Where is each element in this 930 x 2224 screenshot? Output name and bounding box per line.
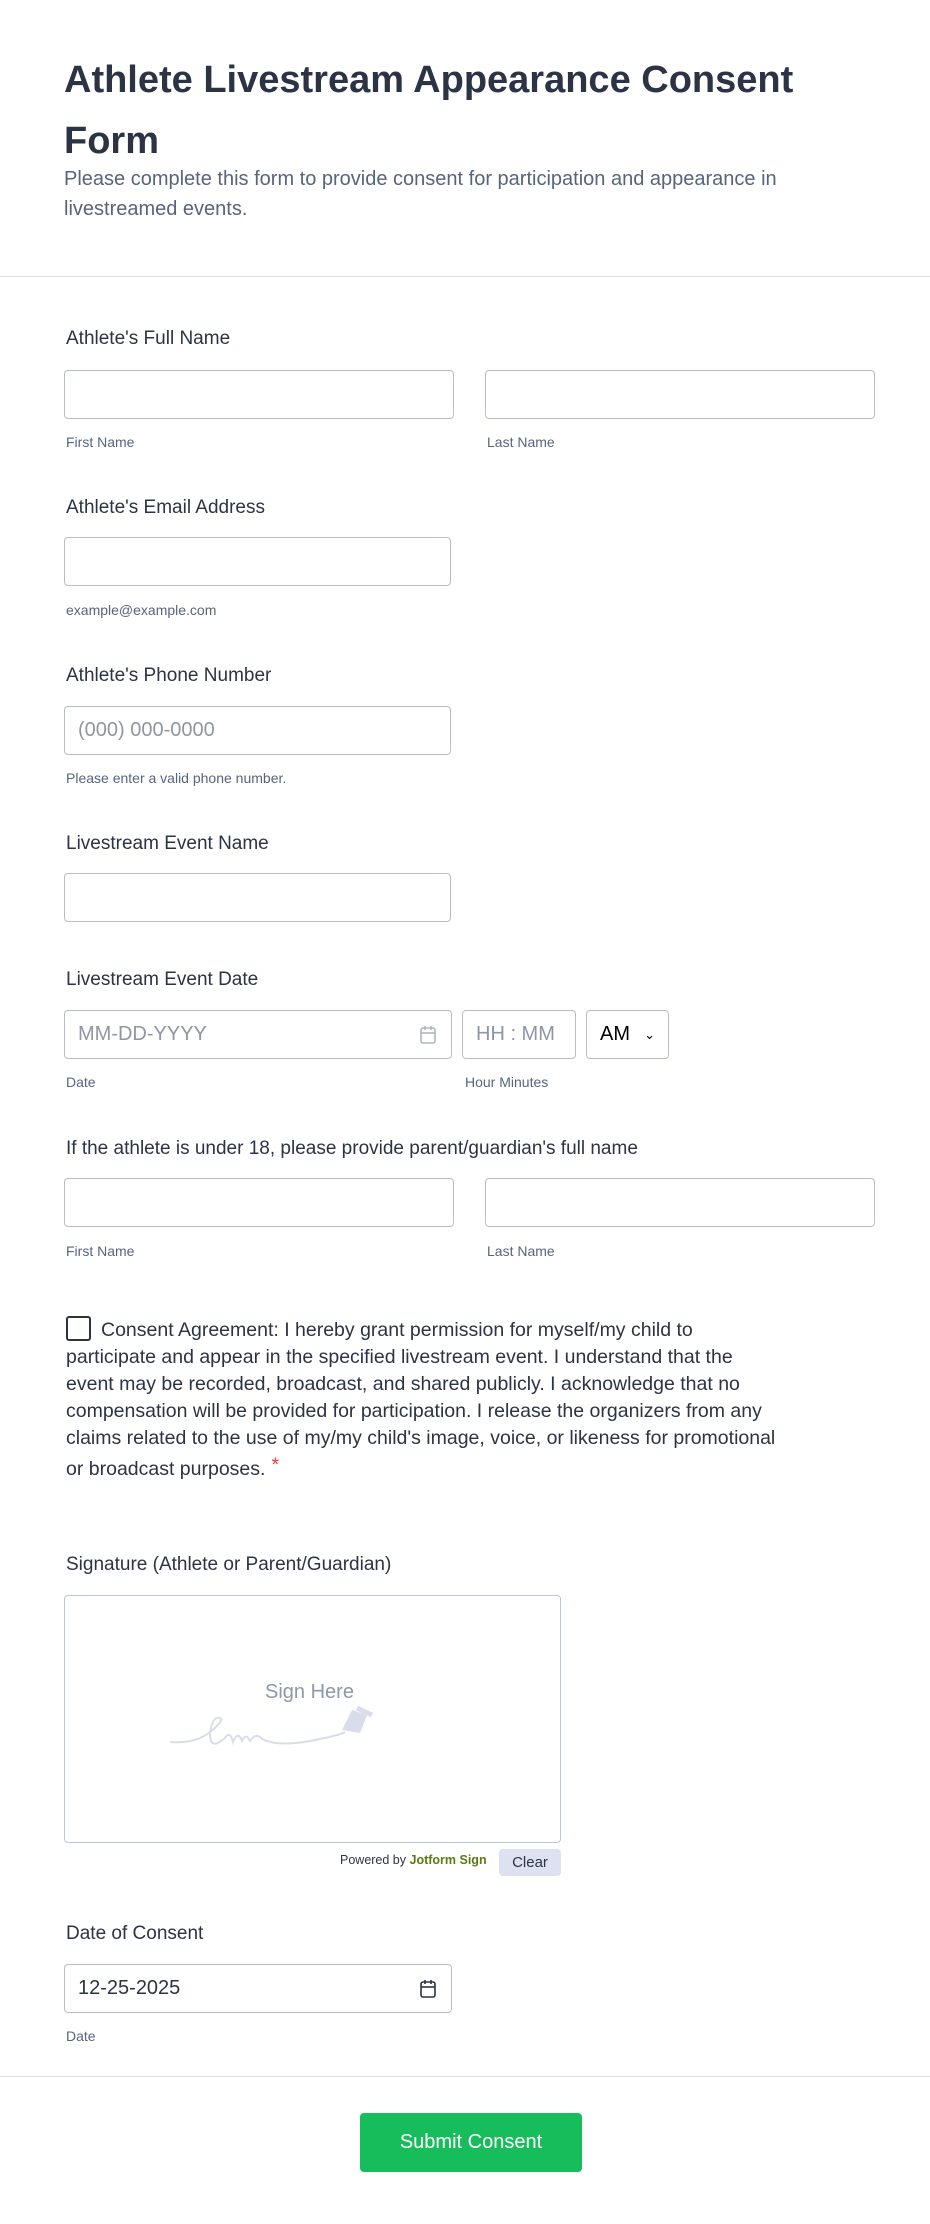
phone-label: Athlete's Phone Number xyxy=(66,665,272,686)
event-time-input[interactable] xyxy=(462,1010,576,1059)
email-input[interactable] xyxy=(64,537,451,586)
consent-agreement xyxy=(66,1316,776,1483)
athlete-first-name-input[interactable] xyxy=(64,370,454,419)
footer-divider xyxy=(0,2076,930,2077)
signature-label: Signature (Athlete or Parent/Guardian) xyxy=(66,1554,392,1575)
email-sublabel: example@example.com xyxy=(66,602,217,618)
clear-signature-button[interactable]: Clear xyxy=(499,1849,561,1876)
ampm-select[interactable] xyxy=(586,1010,669,1059)
guardian-first-sublabel: First Name xyxy=(66,1243,135,1259)
consent-date-sublabel: Date xyxy=(66,2028,96,2044)
guardian-last-sublabel: Last Name xyxy=(487,1243,555,1259)
phone-placeholder: (000) 000-0000 xyxy=(78,719,215,741)
ampm-value: AM xyxy=(600,1023,630,1045)
phone-sublabel: Please enter a valid phone number. xyxy=(66,770,287,786)
full-name-label: Athlete's Full Name xyxy=(66,328,231,349)
required-mark: * xyxy=(271,1454,280,1476)
consent-date-label: Date of Consent xyxy=(66,1923,204,1944)
athlete-last-name-input[interactable] xyxy=(485,370,875,419)
powered-by xyxy=(340,1853,487,1867)
calendar-icon[interactable] xyxy=(419,1979,437,1999)
email-label: Athlete's Email Address xyxy=(66,497,265,518)
signature-pad[interactable] xyxy=(64,1595,561,1843)
time-sublabel: Hour Minutes xyxy=(465,1074,549,1090)
powered-by-text: Powered by xyxy=(340,1853,407,1867)
event-name-label: Livestream Event Name xyxy=(66,833,269,854)
jotform-sign-brand: Jotform Sign xyxy=(409,1853,487,1867)
date-sublabel: Date xyxy=(66,1074,96,1090)
guardian-first-name-input[interactable] xyxy=(64,1178,454,1227)
chevron-down-icon: ⌄ xyxy=(644,1026,655,1042)
sign-here-placeholder: Sign Here xyxy=(265,1681,354,1703)
consent-text: Consent Agreement: I hereby grant permission for myself/my child to participate and appear in the specified livestream event. I understand that the event may be recorded, broadcast, and shared publicly. I acknowledge that no compensation will be provided for participation. I release the organizers from any claims related to the use of my/my child's image, voice, or likeness for promotional or broadcast purposes. xyxy=(66,1319,776,1480)
first-name-sublabel: First Name xyxy=(66,434,135,450)
submit-button[interactable]: Submit Consent xyxy=(360,2113,582,2172)
header-divider xyxy=(0,276,930,277)
date-placeholder: MM-DD-YYYY xyxy=(78,1023,207,1045)
time-placeholder: HH : MM xyxy=(476,1023,555,1045)
consent-date-input[interactable] xyxy=(64,1964,452,2013)
phone-input[interactable] xyxy=(64,706,451,755)
guardian-label: If the athlete is under 18, please provide parent/guardian's full name xyxy=(66,1138,638,1159)
page-title: Athlete Livestream Appearance Consent Form xyxy=(64,59,794,162)
calendar-icon[interactable] xyxy=(419,1025,437,1045)
signature-pen-icon xyxy=(170,1706,460,1756)
consent-checkbox[interactable] xyxy=(66,1316,91,1341)
event-name-input[interactable] xyxy=(64,873,451,922)
event-date-input[interactable] xyxy=(64,1010,452,1059)
last-name-sublabel: Last Name xyxy=(487,434,555,450)
page-subtitle: Please complete this form to provide consent for participation and appearance in livestreamed events. xyxy=(64,168,777,220)
guardian-last-name-input[interactable] xyxy=(485,1178,875,1227)
consent-date-value: 12-25-2025 xyxy=(78,1977,181,1999)
event-date-label: Livestream Event Date xyxy=(66,969,259,990)
